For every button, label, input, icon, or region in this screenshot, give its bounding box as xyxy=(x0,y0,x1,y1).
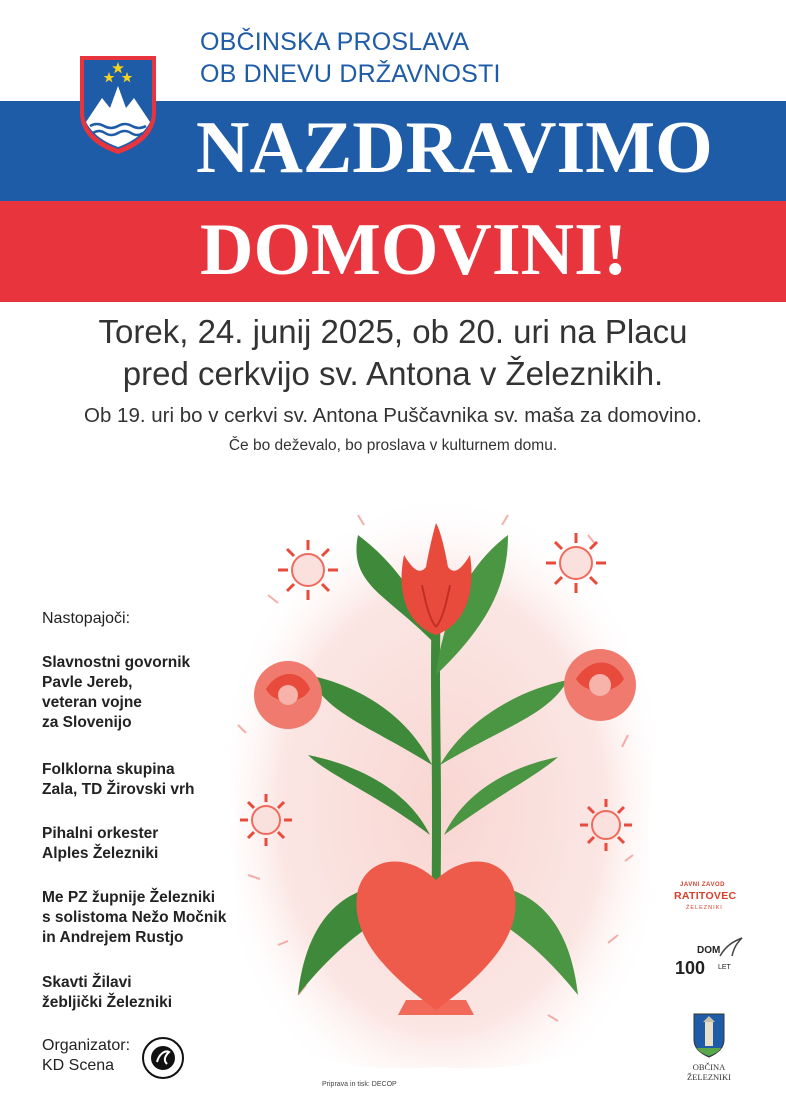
obcina-label-line-2: ŽELEZNIKI xyxy=(687,1072,731,1082)
performer-line: Pavle Jereb, xyxy=(42,674,133,691)
event-date-line-2: pred cerkvijo sv. Antona v Železnikih. xyxy=(122,355,664,392)
obcina-label-line-1: OBČINA xyxy=(692,1062,726,1072)
title-top: NAZDRAVIMO xyxy=(196,107,713,189)
performer-line: Folklorna skupina xyxy=(42,761,175,778)
slovenian-coat-of-arms-icon xyxy=(78,54,158,156)
performer-group xyxy=(42,888,252,948)
performer-line: za Slovenijo xyxy=(42,714,132,731)
performer-line: Alples Železniki xyxy=(42,845,159,862)
performers-heading: Nastopajoči: xyxy=(42,610,131,627)
kd-scena-logo-icon xyxy=(141,1036,185,1080)
dom-100-bird-icon xyxy=(718,936,744,960)
folk-flower-illustration xyxy=(208,475,666,1080)
dom-100-logo-word: DOM xyxy=(697,945,721,956)
ratitovec-logo-bottom: ŽELEZNIKI xyxy=(686,905,723,911)
rain-note: Če bo deževalo, bo proslava v kulturnem domu. xyxy=(228,437,558,454)
mass-note: Ob 19. uri bo v cerkvi sv. Antona Puščavnika sv. maša za domovino. xyxy=(84,404,702,427)
title-bottom: DOMOVINI! xyxy=(200,209,628,291)
performer-line: Me PZ župnije Železniki xyxy=(42,889,216,906)
performer-line: Zala, TD Žirovski vrh xyxy=(42,781,195,798)
performer-line: Skavti Žilavi xyxy=(42,974,132,991)
ratitovec-logo-top: JAVNI ZAVOD xyxy=(680,882,725,888)
performer-line: Pihalni orkester xyxy=(42,825,159,842)
performer-line: s solistoma Nežo Močnik xyxy=(42,909,227,926)
dom-100-logo-number: 100 xyxy=(675,958,706,978)
performer-group xyxy=(42,653,252,733)
event-date-line-1: Torek, 24. junij 2025, ob 20. uri na Placu xyxy=(98,313,688,350)
performer-group xyxy=(42,973,252,1013)
performer-group xyxy=(42,760,252,800)
performer-group xyxy=(42,824,252,864)
performer-line: žebljički Železniki xyxy=(42,994,173,1011)
ratitovec-logo-name: RATITOVEC xyxy=(674,890,737,902)
obcina-label xyxy=(664,1062,754,1082)
header-line-1: OBČINSKA PROSLAVA xyxy=(200,28,470,56)
dom-100-logo-let: LET xyxy=(718,964,731,971)
performer-line: Slavnostni govornik xyxy=(42,654,191,671)
organizer xyxy=(42,1036,130,1076)
print-credit: Priprava in tisk: DECOP xyxy=(322,1081,397,1088)
performer-line: in Andrejem Rustjo xyxy=(42,929,184,946)
organizer-name: KD Scena xyxy=(42,1057,115,1074)
performer-line: veteran vojne xyxy=(42,694,142,711)
header-line-2: OB DNEVU DRŽAVNOSTI xyxy=(200,60,501,88)
obcina-zelezniki-crest-icon xyxy=(692,1012,726,1058)
organizer-label: Organizator: xyxy=(42,1037,131,1054)
